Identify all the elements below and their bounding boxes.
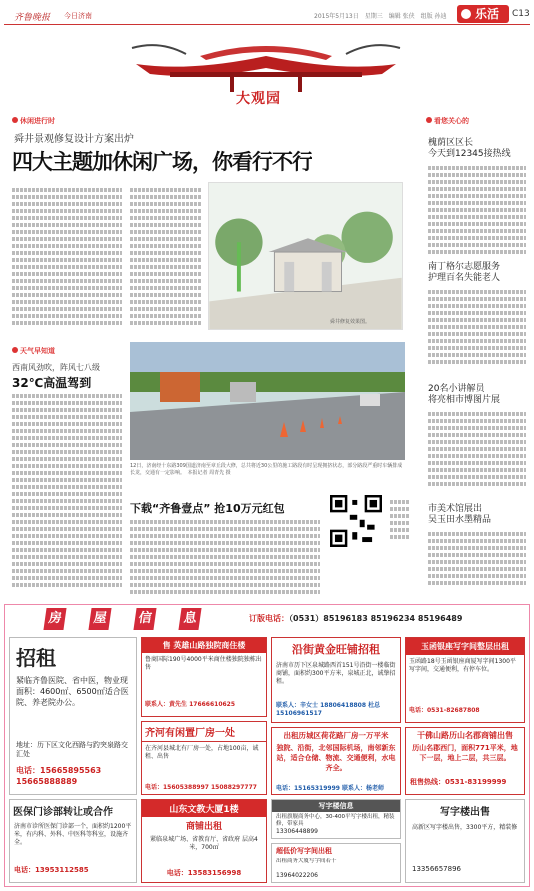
ad-tag: 售 — [162, 641, 171, 650]
ad-title: 超低价写字间出租 — [276, 847, 332, 855]
ad-education-tower[interactable] — [141, 799, 267, 883]
ad-body: 紧临齐鲁医院、省中医，物业现面积：4600㎡、6500㎡适合医院、养老院办公。 — [16, 676, 129, 707]
banner-char: 信 — [133, 608, 156, 630]
ad-body: 在齐河县城北有厂房一处，占地100亩，诚租、出售 — [145, 745, 259, 760]
ad-office-info[interactable] — [271, 799, 401, 839]
sidebar-item: 南丁格尔志愿服务 护理百名失能老人 — [428, 262, 501, 283]
ad-body: 济南市诊所医保门诊部一个，面积约1200平米，有内科、外科、中医科等科室，设施齐全。 — [14, 823, 132, 846]
ad-title-text: 英雄山路独院商住楼 — [173, 641, 246, 650]
section-tab-icon — [461, 9, 471, 19]
ad-contact: 租售热线：0531-83199999 — [410, 778, 507, 786]
promo-headline: 下载“齐鲁壹点” 抢10万元红包 — [130, 502, 285, 515]
ad-contact: 电话：15605388997 15088297777 — [145, 784, 257, 791]
page-number: C13 — [512, 9, 530, 19]
sidebar-tag: 看您关心的 — [426, 116, 469, 126]
section-tab-label: 乐活 — [475, 7, 500, 21]
page-header — [4, 3, 530, 25]
park-rendering-image — [208, 182, 403, 330]
article-subtitle: 舜井景观修复设计方案出炉 — [14, 134, 134, 145]
ad-title: 山东文教大厦1楼 — [142, 800, 266, 817]
weather-tag: 天气早知道 — [12, 346, 55, 356]
section-name: 今日济南 — [64, 12, 92, 20]
ad-rent[interactable] — [9, 637, 137, 795]
ad-title: 干佛山路历山名郡商铺出售 — [417, 731, 513, 740]
promo-body — [130, 520, 320, 597]
ad-title: 写字楼信息 — [272, 800, 400, 812]
ad-title — [142, 638, 266, 653]
ad-contact: 联系人：辛女士 18806418808 杜总 15106961517 — [276, 702, 381, 717]
weather-subtitle: 西南风劲吹，阵风七八级 — [12, 363, 100, 372]
bullet-icon — [12, 347, 18, 353]
banner-char: 房 — [43, 608, 66, 630]
sidebar-body — [428, 412, 526, 489]
article-body-col1 — [12, 188, 122, 328]
bullet-icon — [426, 117, 432, 123]
sidebar-body — [428, 532, 526, 588]
hotline — [249, 613, 462, 624]
banner-char: 息 — [178, 608, 201, 630]
classifieds-section — [4, 604, 530, 887]
qr-code-image[interactable] — [330, 495, 382, 547]
ad-body: 出租商务大厦写字间若干 — [276, 858, 337, 864]
ad-body: 独院、沿街，北邻国际机场，南邻新东站，适合仓储、物流、交通便利，水电齐全。 — [276, 744, 396, 772]
ad-title: 沿街黄金旺铺招租 — [292, 643, 380, 656]
road-construction-photo — [130, 342, 405, 460]
ad-street-shop[interactable] — [271, 637, 401, 723]
issue-meta: 2015年5月13日 星期三 编辑 张侠 组版 孙迪 — [314, 13, 447, 20]
column-brand: 大观园 — [236, 91, 281, 107]
ad-body: 鲁商国际190号4000平米商住楼独院独栋出售 — [145, 656, 262, 671]
sidebar-body — [428, 290, 526, 367]
ad-contact: 13964022206 — [276, 872, 318, 879]
hotline-numbers: （0531）85196183 85196234 85196489 — [289, 614, 463, 623]
classifieds-header — [5, 605, 529, 633]
sidebar-item: 市美术馆展出 吴玉田水墨精品 — [428, 504, 492, 525]
ad-title: 招租 — [16, 646, 56, 670]
ad-hero-mountain[interactable] — [141, 637, 267, 717]
ad-cheap-office[interactable] — [271, 843, 401, 883]
image-caption: 舜井修复效果图。 — [330, 319, 371, 325]
ad-contact: 电话：0531-82687808 — [409, 707, 480, 714]
sidebar-item: 20名小讲解员 将亮相市博图片展 — [428, 384, 501, 405]
weather-headline: 32℃高温驾到 — [12, 376, 92, 390]
ad-title: 医保门诊部转让或合作 — [13, 807, 113, 818]
ad-contact: 13356657896 — [412, 865, 461, 873]
bullet-icon — [12, 117, 18, 123]
ad-title: 写字楼出售 — [440, 807, 490, 818]
ad-body: 紧临泉城广场、省教育厅、省政府 层高4米，700㎡ — [150, 836, 258, 851]
ad-title: 玉函银座写字间整层出租 — [406, 638, 524, 655]
ad-qianfoshan-shop[interactable] — [405, 727, 525, 795]
weather-body — [12, 394, 122, 590]
ad-body: 玉函路18号玉函银座商厦写字间1300平写字间，交通便利，有停车位。 — [409, 658, 516, 673]
ad-body: 高新区写字楼出售，3300平方，精装修 — [412, 824, 518, 831]
sidebar-item: 槐荫区区长 今天到12345接热线 — [428, 138, 511, 159]
banner-char: 屋 — [88, 608, 111, 630]
road-photo-caption: 12日，济南经十东路309国道济南至章丘段大修，总共将近30公里的施工路段有时呈现拥挤状态，部分路段严重时车辆排成长龙，交通有一定影响。 本报记者 周青先 摄 — [130, 463, 403, 476]
ad-title: 齐河有闲置厂房一处 — [142, 722, 266, 742]
ad-clinic[interactable] — [9, 799, 137, 883]
pavilion-roof-illustration — [130, 34, 402, 92]
sidebar-body — [428, 166, 526, 257]
article-body-col2 — [130, 188, 202, 328]
ad-title: 出租历城区荷花路厂房一万平米 — [283, 731, 389, 740]
ad-contact: 电话：15165319999 联系人：杨老师 — [276, 785, 385, 792]
ad-qihe-factory[interactable] — [141, 721, 267, 795]
ad-address: 地址：历下区文化西路与趵突泉路交汇处 — [16, 741, 128, 758]
hotline-label: 订版电话： — [249, 614, 289, 623]
ad-subtitle: 商铺出租 — [185, 822, 222, 832]
ad-body: 济南市历下区泉城路西首151号沿街一楼临街商铺，面积约300平方米，泉城正北，诚挚招租。 — [276, 662, 396, 685]
ad-licheng-factory[interactable] — [271, 727, 401, 795]
ad-contact: 电话：13583156998 — [166, 869, 242, 877]
newspaper-name: 齐鲁晚报 — [14, 13, 51, 23]
ad-contact: 电话：13953112585 — [14, 866, 89, 874]
leisure-tag: 休闲进行时 — [12, 116, 55, 126]
ad-phone: 电话：15665895563 15665888889 — [16, 766, 102, 786]
ad-body: 历山名郡西门，面积771平米，地下一层，地上二层，共三层。 — [412, 744, 518, 762]
ad-contact: 联系人：黄先生 17666610625 — [145, 701, 236, 708]
ad-office-sale[interactable] — [405, 799, 525, 883]
ad-yuhan-office[interactable] — [405, 637, 525, 723]
ad-contact: 13306448899 — [276, 828, 318, 835]
ad-body: 出租旗舰商务中心，30-400平写字楼出租，精装修，带家具 — [276, 814, 395, 827]
article-headline: 四大主题加休闲广场，你看行不行 — [12, 150, 312, 174]
promo-body-col2 — [390, 500, 410, 542]
section-tab — [457, 5, 509, 23]
